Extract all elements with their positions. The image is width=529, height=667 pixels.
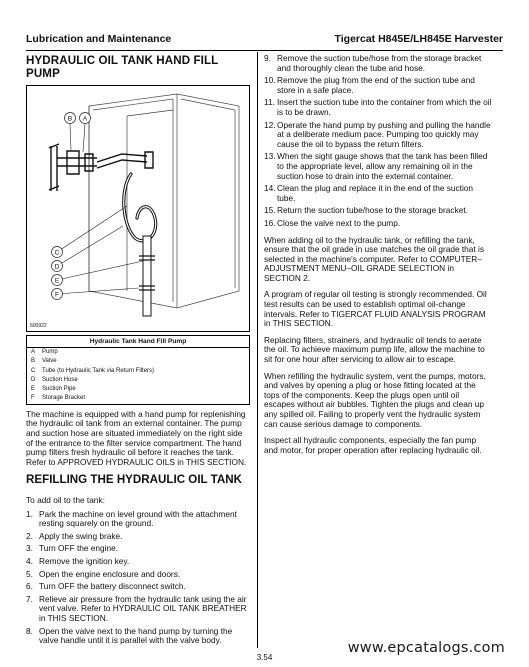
step-number: 1. bbox=[26, 508, 33, 519]
page-number: 3.54 bbox=[256, 653, 273, 662]
legend-key: D bbox=[31, 376, 36, 383]
step-number: 12. bbox=[264, 119, 276, 130]
step-number: 16. bbox=[264, 217, 276, 228]
legend-row bbox=[27, 367, 249, 376]
legend-text: Suction Hose bbox=[42, 376, 78, 383]
step-number: 10. bbox=[264, 75, 276, 86]
step-text: Operate the hand pump by pushing and pulling the handle at a deliberate medium pace. Pumping too quickly may cause the oil to bypass the return filters. bbox=[277, 119, 491, 149]
legend-row bbox=[27, 376, 249, 385]
step-number: 11. bbox=[264, 97, 275, 108]
oil-grade-note: When adding oil to the hydraulic tank, or refilling the tank, ensure that the oil grade in use matches the oil grade that is selected in the machine's computer. Refer to COMPUTER–ADJUSTMENT MENU–OIL GRADE SELECTION in SECTION 2. bbox=[264, 234, 485, 283]
step-item bbox=[26, 595, 250, 624]
header-model-title: Tigercat H845E/LH845E Harvester bbox=[334, 33, 503, 45]
step-text: Clean the plug and replace it in the end of the suction tube. bbox=[277, 183, 474, 203]
step-number: 8. bbox=[26, 625, 33, 636]
step-item bbox=[264, 54, 492, 73]
step-item bbox=[264, 98, 492, 117]
step-text: Remove the suction tube/hose from the storage bracket and thoroughly clean the tube and hose. bbox=[277, 53, 482, 73]
legend-text: Valve bbox=[42, 358, 57, 365]
callout-c: C bbox=[54, 249, 60, 257]
step-item bbox=[26, 627, 250, 646]
hand-fill-pump-illustration bbox=[27, 86, 249, 331]
legend-text: Tube (to Hydraulic Tank via Return Filters) bbox=[42, 367, 155, 374]
step-item bbox=[264, 184, 492, 203]
step-item bbox=[26, 570, 250, 580]
step-text: Relieve air pressure from the hydraulic tank using the air vent valve. Refer to HYDRAULIC OIL TANK BREATHER in THIS SECTION. bbox=[39, 593, 247, 623]
step-text: Insert the suction tube into the container from which the oil is to be drawn. bbox=[277, 97, 492, 117]
right-column bbox=[264, 54, 492, 455]
step-text: Park the machine on level ground with the attachment resting squarely on the ground. bbox=[39, 508, 237, 529]
callout-e: E bbox=[54, 277, 60, 285]
legend-key: E bbox=[31, 386, 36, 393]
header-section-title: Lubrication and Maintenance bbox=[26, 33, 172, 45]
step-item bbox=[264, 206, 492, 216]
legend-key: A bbox=[31, 349, 36, 355]
aeration-note: Replacing filters, strainers, and hydraulic oil tends to aerate the oil. To achieve maximum pump life, allow the machine to sit for one hour after servicing to allow air to escape. bbox=[264, 334, 485, 365]
step-item bbox=[26, 544, 250, 554]
legend-row bbox=[27, 348, 249, 357]
callout-a: A bbox=[82, 115, 88, 123]
step-number: 14. bbox=[264, 183, 276, 194]
step-text: When the sight gauge shows that the tank has been filled to the appropriate level, allow any remaining oil in the suction hose to drain into the external container. bbox=[277, 151, 488, 181]
step-number: 15. bbox=[264, 205, 276, 216]
legend-key: C bbox=[31, 367, 36, 374]
step-text: Remove the ignition key. bbox=[39, 555, 130, 566]
callout-d: D bbox=[54, 263, 60, 271]
legend-text: Storage Bracket bbox=[42, 395, 86, 402]
step-text: Return the suction tube/hose to the storage bracket. bbox=[277, 205, 468, 216]
callout-b: B bbox=[67, 115, 73, 123]
step-number: 5. bbox=[26, 568, 33, 579]
step-text: Open the valve next to the hand pump by turning the valve handle until it is parallel with the valve body. bbox=[39, 625, 233, 646]
step-text: Turn OFF the battery disconnect switch. bbox=[39, 581, 186, 592]
callout-f: F bbox=[55, 291, 59, 299]
legend-row bbox=[27, 394, 249, 403]
step-text: Remove the plug from the end of the suction tube and store in a safe place. bbox=[277, 75, 475, 95]
figure-legend bbox=[26, 335, 250, 405]
step-item bbox=[26, 510, 250, 529]
legend-row bbox=[27, 357, 249, 366]
step-text: Close the valve next to the pump. bbox=[277, 217, 401, 228]
step-item bbox=[264, 76, 492, 95]
hand-fill-pump-figure bbox=[26, 85, 250, 332]
step-text: Apply the swing brake. bbox=[39, 530, 123, 541]
refilling-steps-list bbox=[26, 510, 250, 646]
legend-title: Hydraulic Tank Hand Fill Pump bbox=[27, 336, 249, 348]
step-text: Open the engine enclosure and doors. bbox=[39, 568, 181, 579]
header-rule bbox=[26, 50, 503, 51]
left-column bbox=[26, 54, 250, 646]
step-item bbox=[264, 121, 492, 150]
figure-code: 600922 bbox=[30, 323, 47, 329]
legend-key: F bbox=[31, 395, 35, 402]
page-header bbox=[26, 33, 503, 49]
step-text: Turn OFF the engine. bbox=[39, 543, 119, 554]
section-title-refilling: REFILLING THE HYDRAULIC OIL TANK bbox=[26, 473, 242, 487]
step-number: 4. bbox=[26, 555, 33, 566]
venting-note: When refilling the hydraulic system, vent the pumps, motors, and valves by opening a plug or hose fitting located at the tops of the components. Keep the plugs open until oil escapes without air bubbles. Tighten the plugs and clean up any spilled oil. Failing to properly vent the hydraulic system can cause serious damage to components. bbox=[264, 370, 486, 429]
step-number: 2. bbox=[26, 530, 33, 541]
step-number: 6. bbox=[26, 581, 33, 592]
column-divider bbox=[257, 52, 258, 648]
legend-row bbox=[27, 385, 249, 394]
legend-key: B bbox=[31, 358, 36, 365]
step-number: 9. bbox=[264, 53, 271, 63]
step-item bbox=[26, 557, 250, 567]
step-item bbox=[26, 532, 250, 542]
step-item bbox=[26, 582, 250, 592]
hand-pump-description: The machine is equipped with a hand pump for replenishing the hydraulic oil tank from an external container. The pump and suction hose are situated immediately on the right side of the entrance to the filter service compartment. The hand pump filters fresh hydraulic oil before it reaches the tank. Refer to APPROVED HYDRAULIC OILS in THIS SECTION. bbox=[26, 408, 247, 467]
step-number: 3. bbox=[26, 543, 33, 554]
step-item bbox=[264, 219, 492, 229]
legend-text: Pump bbox=[42, 349, 58, 355]
inspection-note: Inspect all hydraulic components, especially the fan pump and motor, for proper operation after replacing hydraulic oil. bbox=[264, 435, 482, 455]
legend-text: Suction Pipe bbox=[42, 386, 76, 393]
step-number: 7. bbox=[26, 593, 33, 604]
watermark: www.epcatalogs.com bbox=[347, 640, 505, 656]
step-number: 13. bbox=[264, 151, 276, 162]
refilling-intro: To add oil to the tank: bbox=[26, 494, 105, 505]
oil-testing-note: A program of regular oil testing is strongly recommended. Oil test results can be used to establish optimal oil-change intervals. Refer to TIGERCAT FLUID ANALYSIS PROGRAM in THIS SECTION. bbox=[264, 289, 487, 329]
refilling-steps-continued bbox=[264, 54, 492, 229]
step-item bbox=[264, 152, 492, 181]
section-title-hand-fill-pump: HYDRAULIC OIL TANK HAND FILL PUMP bbox=[26, 54, 219, 80]
